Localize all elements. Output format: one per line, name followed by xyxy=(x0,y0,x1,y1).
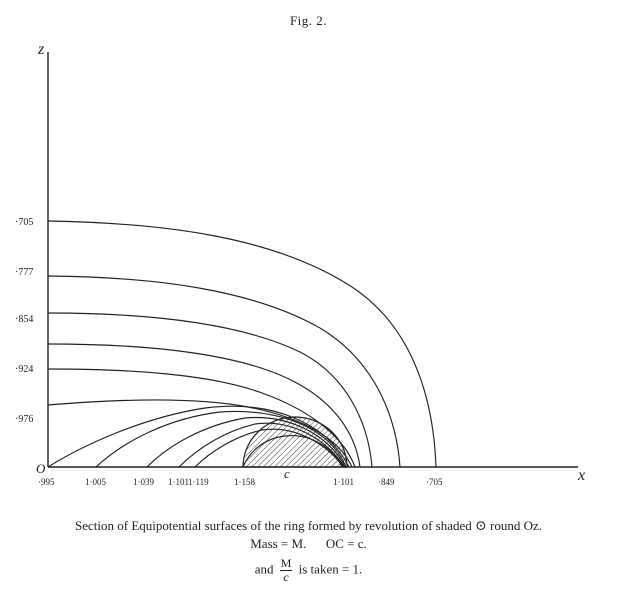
fraction-numerator: M xyxy=(280,556,292,570)
caption-text: and xyxy=(254,561,274,577)
circle-dot-icon: ⊙ xyxy=(475,519,487,534)
fraction-denominator: c xyxy=(283,570,289,584)
x-tick-label: 1·039 xyxy=(133,477,154,487)
z-tick-label: ·705 xyxy=(15,217,34,228)
equipotential-curve xyxy=(48,221,436,467)
x-tick-label: 1·005 xyxy=(85,477,106,487)
x-axis-label: x xyxy=(578,467,586,484)
caption-text: Section of Equipotential surfaces of the ring formed by revolution of shaded xyxy=(75,518,472,533)
figure-title: Fig. 2. xyxy=(289,13,328,28)
equipotential-curve xyxy=(48,276,400,467)
origin-label: O xyxy=(36,461,46,476)
x-tick-label: 1·158 xyxy=(234,477,255,487)
x-tick-label: ·995 xyxy=(38,477,55,487)
z-tick-label: ·976 xyxy=(15,414,34,425)
fraction xyxy=(280,557,293,584)
x-tick-label: 1·101 xyxy=(333,477,354,487)
z-tick-label: ·777 xyxy=(15,267,34,278)
center-label: c xyxy=(284,466,290,481)
z-tick-label: ·854 xyxy=(15,314,34,325)
z-tick-label: ·924 xyxy=(15,364,34,375)
x-tick-label: ·849 xyxy=(378,477,395,487)
caption-line-3 xyxy=(0,557,617,584)
mass-statement: Mass = M. xyxy=(250,536,307,551)
x-tick-label: ·705 xyxy=(426,477,443,487)
caption-line-2 xyxy=(0,536,617,552)
caption-text: is taken = 1. xyxy=(298,561,363,577)
x-tick-label: 1·101 xyxy=(168,477,189,487)
caption-line-1 xyxy=(0,518,617,535)
x-tick-label: 1·119 xyxy=(188,477,209,487)
z-axis-label: z xyxy=(38,41,45,58)
oc-statement: OC = c. xyxy=(325,536,367,551)
caption-text: round Oz. xyxy=(490,518,542,533)
